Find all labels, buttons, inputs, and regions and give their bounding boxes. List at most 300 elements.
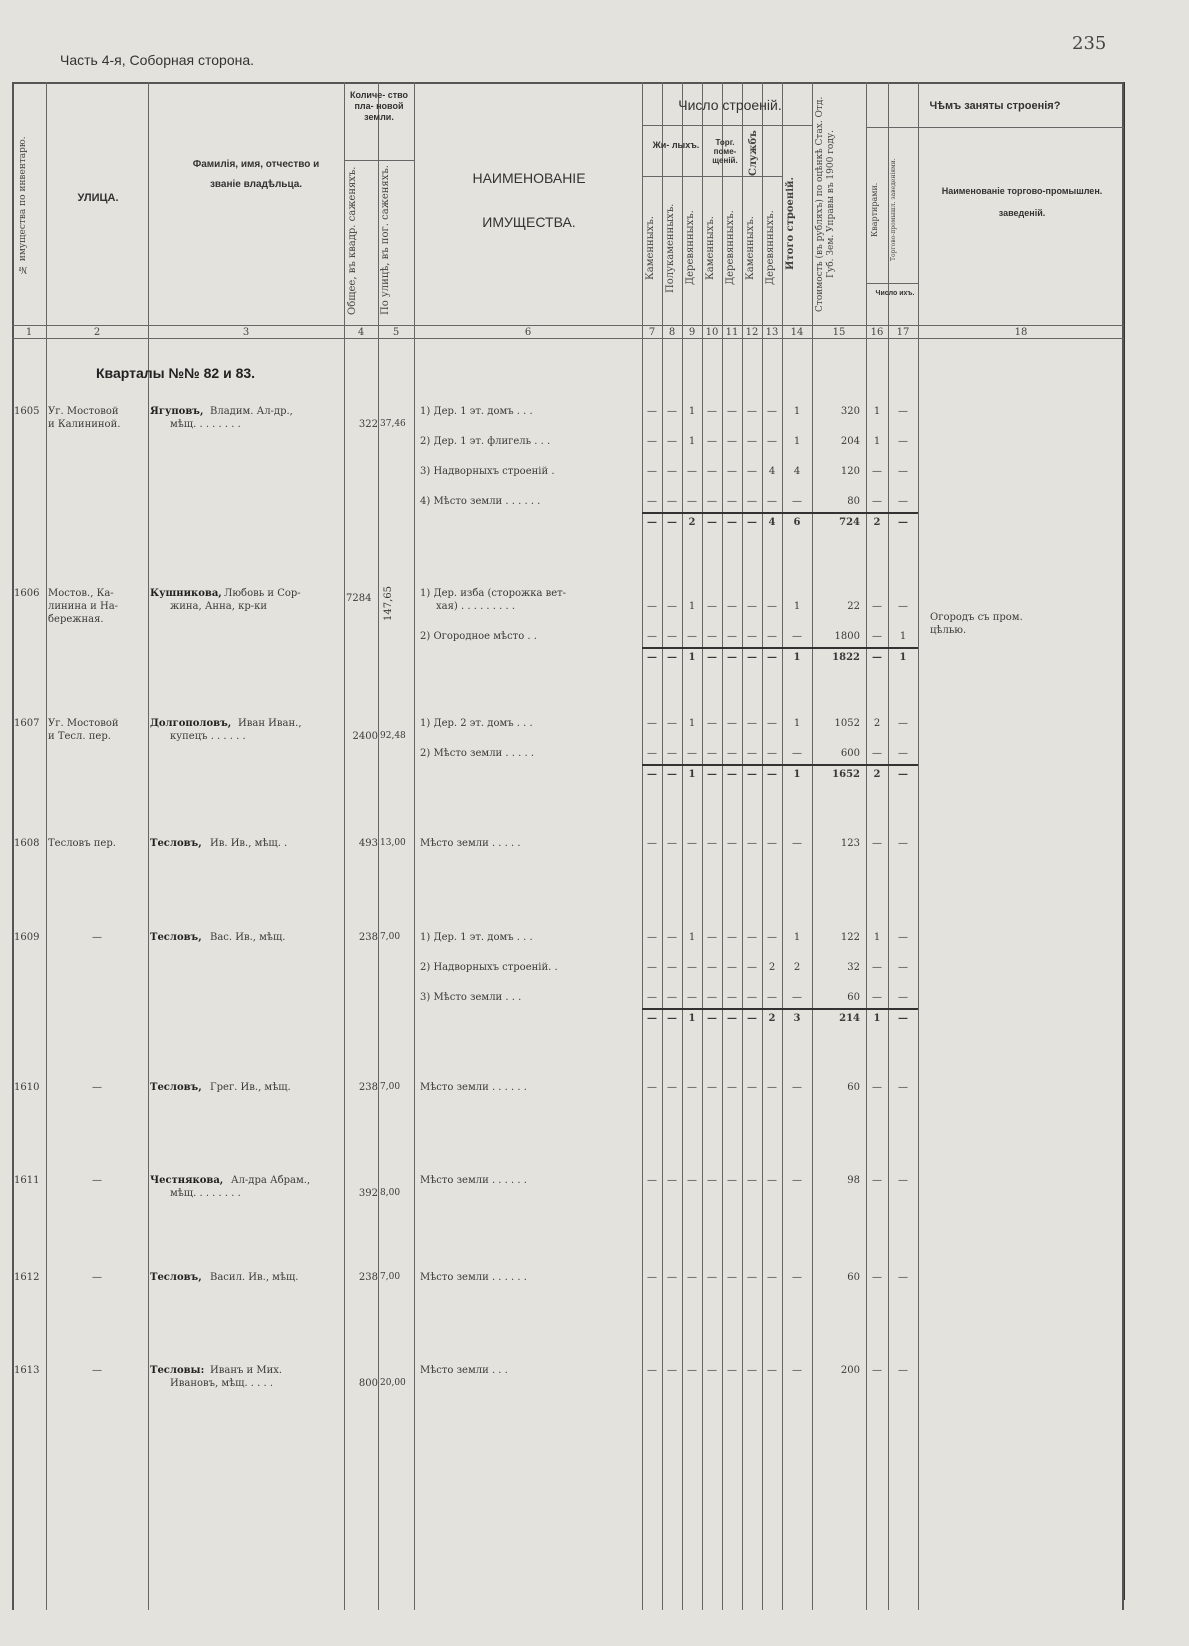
property-item-col-17: — — [898, 601, 908, 612]
property-item-col-12: — — [747, 962, 757, 973]
property-item-col-9: 1 — [688, 601, 696, 612]
property-item-col-16: — — [872, 466, 882, 477]
record-owner-detail: купецъ . . . . . . — [170, 731, 246, 742]
property-item-col-11: — — [727, 601, 737, 612]
property-item-col-12: — — [747, 406, 757, 417]
header-land-group: Количе- ство пла- новой земли. — [349, 90, 409, 122]
property-item-col-10: — — [707, 962, 717, 973]
property-item-col-16: — — [872, 496, 882, 507]
property-item-col-7: — — [647, 1082, 657, 1093]
property-item-col-9: — — [687, 1175, 697, 1186]
record-owner-detail: Вас. Ив., мѣщ. — [210, 932, 286, 943]
property-item-col-13: 2 — [768, 962, 776, 973]
record-land-street: 13,00 — [380, 838, 406, 848]
record-owner-detail: мѣщ. . . . . . . . — [170, 1188, 241, 1199]
property-item-col-11: — — [727, 1175, 737, 1186]
property-item-col-11: — — [727, 718, 737, 729]
property-item-col-15: 60 — [847, 1272, 860, 1283]
property-item-col-14: 1 — [793, 406, 801, 417]
property-item-col-10: — — [707, 436, 717, 447]
property-item-col-9: — — [687, 1082, 697, 1093]
record-inventory-no: 1606 — [14, 588, 40, 599]
header-buildings-group: Число строеній. — [678, 97, 782, 113]
property-item-col-7: — — [647, 1272, 657, 1283]
property-item-col-17: — — [898, 1272, 908, 1283]
property-item-col-13: — — [767, 1272, 777, 1283]
property-item-col-15: 98 — [847, 1175, 860, 1186]
header-wooden-1: Деревянныхъ. — [685, 210, 696, 286]
record-subtotal-col-7: — — [647, 1013, 657, 1024]
property-item-name: Мѣсто земли . . . . . . — [420, 1082, 527, 1093]
column-number: 13 — [765, 327, 779, 338]
header-occupied-group: Чѣмъ заняты строенія? — [929, 100, 1061, 112]
property-item-col-12: — — [747, 992, 757, 1003]
property-item-col-8: — — [667, 631, 677, 642]
property-item-col-7: — — [647, 406, 657, 417]
record-subtotal-col-16: 2 — [873, 517, 881, 528]
property-item-col-7: — — [647, 932, 657, 943]
property-item-col-7: — — [647, 748, 657, 759]
record-owner-surname: Тесловъ, — [150, 838, 202, 849]
grid-vline — [378, 82, 379, 1610]
header-stone: Каменныхъ. — [645, 216, 656, 280]
buildings-group-divider — [642, 125, 812, 126]
property-item-name: 2) Дер. 1 эт. флигель . . . — [420, 436, 551, 447]
property-item-col-8: — — [667, 748, 677, 759]
record-land-street: 147,65 — [383, 586, 394, 621]
record-subtotal-col-13: — — [767, 769, 777, 780]
record-inventory-no: 1610 — [14, 1082, 40, 1093]
record-street: — — [92, 1082, 102, 1093]
property-item-col-14: 1 — [793, 932, 801, 943]
occupied-group-divider — [866, 127, 1124, 128]
property-item-col-13: — — [767, 748, 777, 759]
record-subtotal-col-10: — — [707, 769, 717, 780]
property-item-col-12: — — [747, 466, 757, 477]
property-item-col-11: — — [727, 1082, 737, 1093]
property-item-col-7: — — [647, 1175, 657, 1186]
record-street: Тесловъ пер. — [48, 838, 116, 849]
property-item-col-17: — — [898, 838, 908, 849]
property-item-col-17: 1 — [899, 631, 907, 642]
property-item-name: 1) Дер. 1 эт. домъ . . . — [420, 406, 533, 417]
header-apartments: Квартирами. — [870, 182, 879, 238]
property-item-col-11: — — [727, 466, 737, 477]
record-owner-detail: Ал-дра Абрам., — [231, 1175, 311, 1186]
property-item-col-10: — — [707, 838, 717, 849]
record-owner-surname: Долгополовъ, — [150, 718, 232, 729]
property-item-col-16: 1 — [873, 406, 881, 417]
property-item-col-10: — — [707, 1365, 717, 1376]
property-item-name: Мѣсто земли . . . . . . — [420, 1175, 527, 1186]
header-property-2: ИМУЩЕСТВА. — [482, 214, 576, 230]
property-item-name: 1) Дер. 2 эт. домъ . . . — [420, 718, 533, 729]
column-number: 6 — [524, 327, 532, 338]
property-item-name: 1) Дер. изба (сторожка вет- — [420, 588, 567, 599]
header-total-buildings: Итого строеній. — [785, 177, 796, 271]
record-owner-detail: Грег. Ив., мѣщ. — [210, 1082, 291, 1093]
record-owner-surname: Тесловы: — [150, 1365, 205, 1376]
column-number: 15 — [832, 327, 846, 338]
record-owner-detail: Ивановъ, мѣщ. . . . . — [170, 1378, 274, 1389]
column-number: 12 — [745, 327, 759, 338]
column-number: 10 — [705, 327, 719, 338]
property-item-col-8: — — [667, 436, 677, 447]
property-item-col-15: 123 — [840, 838, 860, 849]
property-item-col-16: — — [872, 1365, 882, 1376]
property-item-col-12: — — [747, 601, 757, 612]
record-inventory-no: 1608 — [14, 838, 40, 849]
property-item-col-7: — — [647, 1365, 657, 1376]
grid-vline — [918, 82, 919, 1610]
header-bottom-rule — [12, 325, 1124, 326]
record-street: — — [92, 1365, 102, 1376]
column-number: 18 — [1014, 327, 1028, 338]
property-item-col-13: — — [767, 406, 777, 417]
record-subtotal-col-7: — — [647, 769, 657, 780]
record-land-street: 7,00 — [380, 932, 401, 942]
property-item-col-17: — — [898, 1365, 908, 1376]
record-subtotal-col-8: — — [667, 652, 677, 663]
record-subtotal-col-13: — — [767, 652, 777, 663]
property-item-col-13: — — [767, 838, 777, 849]
record-subtotal-col-10: — — [707, 1013, 717, 1024]
property-item-col-14: 1 — [793, 601, 801, 612]
property-item-col-11: — — [727, 838, 737, 849]
record-land-total: 238 — [358, 1082, 378, 1093]
property-item-col-8: — — [667, 992, 677, 1003]
property-item-col-11: — — [727, 748, 737, 759]
record-subtotal-rule — [642, 647, 918, 649]
header-value: Стоимость (въ рубляхъ) по оцѣнкѣ Стах. Отд. Губ. Зем. Управы въ 1900 году. — [815, 96, 836, 312]
property-item-col-16: 2 — [873, 718, 881, 729]
record-land-total: 7284 — [346, 593, 372, 604]
record-owner-detail: жина, Анна, кр-ки — [170, 601, 268, 612]
property-item-col-7: — — [647, 496, 657, 507]
header-inventory-no: № имущества по инвентарю. — [18, 136, 28, 274]
record-subtotal-col-14: 6 — [793, 517, 801, 528]
property-item-col-12: — — [747, 436, 757, 447]
property-item-col-16: — — [872, 1175, 882, 1186]
column-number-rule — [12, 338, 1124, 339]
property-item-col-7: — — [647, 601, 657, 612]
property-item-col-12: — — [747, 748, 757, 759]
property-item-col-14: — — [792, 496, 802, 507]
record-land-total: 800 — [358, 1378, 378, 1389]
record-inventory-no: 1611 — [14, 1175, 40, 1186]
record-land-street: 37,46 — [380, 419, 406, 429]
property-item-col-13: 4 — [768, 466, 776, 477]
property-item-col-14: — — [792, 1082, 802, 1093]
record-subtotal-col-16: 2 — [873, 769, 881, 780]
property-item-col-10: — — [707, 1175, 717, 1186]
property-item-col-16: — — [872, 1082, 882, 1093]
property-item-col-17: — — [898, 962, 908, 973]
property-item-col-13: — — [767, 601, 777, 612]
record-subtotal-col-15: 1652 — [832, 769, 860, 780]
record-subtotal-col-8: — — [667, 769, 677, 780]
property-item-col-17: — — [898, 932, 908, 943]
record-subtotal-col-17: — — [898, 517, 908, 528]
record-inventory-no: 1613 — [14, 1365, 40, 1376]
column-number: 3 — [242, 327, 250, 338]
property-item-col-16: — — [872, 1272, 882, 1283]
property-item-col-9: — — [687, 962, 697, 973]
property-item-col-14: — — [792, 631, 802, 642]
land-group-divider — [344, 160, 414, 161]
record-subtotal-col-9: 2 — [688, 517, 696, 528]
record-owner-detail: мѣщ. . . . . . . . — [170, 419, 241, 430]
header-wooden-2: Деревянныхъ. — [725, 210, 736, 286]
property-item-col-16: — — [872, 838, 882, 849]
property-item-col-7: — — [647, 631, 657, 642]
header-residential: Жи- лыхъ. — [652, 140, 700, 150]
record-street: Уг. Мостовой — [48, 406, 119, 417]
property-item-col-9: 1 — [688, 436, 696, 447]
property-item-col-12: — — [747, 1365, 757, 1376]
property-item-col-10: — — [707, 932, 717, 943]
property-item-col-11: — — [727, 992, 737, 1003]
header-wooden-3: Деревянныхъ. — [765, 210, 776, 286]
record-subtotal-rule — [642, 1008, 918, 1010]
property-item-name: Мѣсто земли . . . . . — [420, 838, 521, 849]
property-item-col-10: — — [707, 496, 717, 507]
record-subtotal-col-9: 1 — [688, 1013, 696, 1024]
property-item-name: Мѣсто земли . . . . . . — [420, 1272, 527, 1283]
record-land-total: 322 — [358, 419, 378, 430]
record-inventory-no: 1609 — [14, 932, 40, 943]
record-subtotal-col-13: 4 — [768, 517, 776, 528]
property-item-col-17: — — [898, 748, 908, 759]
record-street: бережная. — [48, 614, 104, 625]
record-establishment-name: Огородъ съ пром. — [930, 612, 1023, 623]
header-property-1: НАИМЕНОВАНІЕ — [472, 170, 586, 186]
record-owner-detail: Васил. Ив., мѣщ. — [210, 1272, 299, 1283]
property-item-col-16: — — [872, 748, 882, 759]
property-item-col-13: — — [767, 932, 777, 943]
property-item-col-9: 1 — [688, 406, 696, 417]
record-street: и Калининой. — [48, 419, 121, 430]
property-item-col-13: — — [767, 1175, 777, 1186]
property-item-col-14: — — [792, 1175, 802, 1186]
property-item-col-12: — — [747, 1175, 757, 1186]
grid-vline — [414, 82, 415, 1610]
property-item-col-10: — — [707, 406, 717, 417]
property-item-col-9: 1 — [688, 718, 696, 729]
property-item-col-7: — — [647, 838, 657, 849]
record-subtotal-col-12: — — [747, 652, 757, 663]
property-item-col-15: 200 — [840, 1365, 860, 1376]
column-number: 14 — [790, 327, 804, 338]
record-subtotal-rule — [642, 512, 918, 514]
property-item-name: 3) Надворныхъ строеній . — [420, 466, 555, 477]
record-owner-surname: Тесловъ, — [150, 932, 202, 943]
property-item-col-7: — — [647, 436, 657, 447]
record-land-street: 8,00 — [380, 1188, 401, 1198]
property-item-col-13: — — [767, 992, 777, 1003]
property-item-col-8: — — [667, 718, 677, 729]
header-stone-2: Каменныхъ. — [705, 216, 716, 280]
header-owner: Фамилія, имя, отчество и званіе владѣльца. — [192, 159, 320, 190]
property-item-name: 2) Огородное мѣсто . . — [420, 631, 537, 642]
record-street: — — [92, 1175, 102, 1186]
column-number: 9 — [688, 327, 696, 338]
property-item-col-16: — — [872, 631, 882, 642]
property-item-col-16: — — [872, 962, 882, 973]
record-street: и Тесл. пер. — [48, 731, 111, 742]
property-item-name: 3) Мѣсто земли . . . — [420, 992, 522, 1003]
record-subtotal-col-10: — — [707, 652, 717, 663]
column-number: 8 — [668, 327, 676, 338]
property-item-col-9: — — [687, 838, 697, 849]
property-item-col-8: — — [667, 1082, 677, 1093]
page-number: 235 — [1072, 33, 1107, 54]
record-subtotal-col-17: — — [898, 1013, 908, 1024]
record-owner-detail: Иван Иван., — [238, 718, 302, 729]
property-item-col-15: 1052 — [834, 718, 860, 729]
property-item-col-8: — — [667, 1365, 677, 1376]
property-item-col-7: — — [647, 992, 657, 1003]
record-owner-surname: Ягуповъ, — [150, 406, 204, 417]
property-item-col-17: — — [898, 992, 908, 1003]
record-owner-detail: Иванъ и Мих. — [210, 1365, 283, 1376]
record-subtotal-col-15: 1822 — [832, 652, 860, 663]
record-subtotal-col-14: 1 — [793, 769, 801, 780]
record-subtotal-col-13: 2 — [768, 1013, 776, 1024]
property-item-col-16: — — [872, 992, 882, 1003]
property-item-col-13: — — [767, 718, 777, 729]
record-land-total: 238 — [358, 932, 378, 943]
property-item-col-12: — — [747, 496, 757, 507]
property-item-col-14: — — [792, 1272, 802, 1283]
record-subtotal-col-7: — — [647, 517, 657, 528]
record-owner-surname: Тесловъ, — [150, 1082, 202, 1093]
property-item-col-10: — — [707, 1082, 717, 1093]
record-subtotal-col-12: — — [747, 517, 757, 528]
property-item-col-8: — — [667, 932, 677, 943]
property-item-col-14: — — [792, 1365, 802, 1376]
property-item-col-17: — — [898, 1175, 908, 1186]
record-subtotal-col-12: — — [747, 1013, 757, 1024]
record-subtotal-col-16: 1 — [873, 1013, 881, 1024]
record-subtotal-col-17: 1 — [899, 652, 907, 663]
property-item-col-17: — — [898, 466, 908, 477]
header-count: Число ихъ. — [875, 290, 915, 297]
property-item-col-14: 1 — [793, 436, 801, 447]
record-subtotal-col-12: — — [747, 769, 757, 780]
column-number: 2 — [93, 327, 101, 338]
property-item-col-16: 1 — [873, 932, 881, 943]
property-item-col-10: — — [707, 1272, 717, 1283]
grid-right-border — [1124, 82, 1125, 1600]
record-subtotal-col-9: 1 — [688, 652, 696, 663]
property-item-name: 1) Дер. 1 эт. домъ . . . — [420, 932, 533, 943]
record-land-street: 7,00 — [380, 1082, 401, 1092]
property-item-name: Мѣсто земли . . . — [420, 1365, 508, 1376]
property-item-col-14: — — [792, 838, 802, 849]
property-item-col-9: — — [687, 496, 697, 507]
property-item-col-8: — — [667, 496, 677, 507]
property-item-col-9: — — [687, 992, 697, 1003]
property-item-col-8: — — [667, 1272, 677, 1283]
record-subtotal-col-11: — — [727, 1013, 737, 1024]
property-item-col-13: — — [767, 631, 777, 642]
column-number: 7 — [648, 327, 656, 338]
header-half-stone: Полукаменныхъ. — [665, 203, 676, 293]
record-subtotal-col-17: — — [898, 769, 908, 780]
property-item-col-16: — — [872, 601, 882, 612]
record-owner-detail: Ив. Ив., мѣщ. . — [210, 838, 288, 849]
record-subtotal-col-15: 724 — [839, 517, 860, 528]
grid-vline — [46, 82, 47, 1610]
property-item-name-cont: хая) . . . . . . . . . — [436, 601, 516, 612]
property-item-col-15: 122 — [840, 932, 860, 943]
header-street: УЛИЦА. — [77, 192, 119, 204]
record-street: Уг. Мостовой — [48, 718, 119, 729]
property-item-col-13: — — [767, 1082, 777, 1093]
record-subtotal-col-11: — — [727, 652, 737, 663]
property-item-col-17: — — [898, 406, 908, 417]
column-number: 5 — [392, 327, 400, 338]
count-divider — [866, 283, 918, 284]
property-item-name: 2) Мѣсто земли . . . . . — [420, 748, 534, 759]
header-land-street: По улицѣ, въ пог. саженяхъ. — [380, 165, 391, 315]
record-owner-detail: Любовь и Сор- — [224, 588, 301, 599]
property-item-col-10: — — [707, 992, 717, 1003]
record-subtotal-col-10: — — [707, 517, 717, 528]
property-item-col-14: 2 — [793, 962, 801, 973]
property-item-col-15: 22 — [847, 601, 860, 612]
page-header-title: Часть 4-я, Соборная сторона. — [60, 52, 255, 68]
property-item-col-10: — — [707, 718, 717, 729]
grid-vline — [344, 82, 345, 1610]
property-item-col-17: — — [898, 436, 908, 447]
header-services: Службъ — [748, 130, 759, 176]
property-item-col-8: — — [667, 406, 677, 417]
property-item-col-9: — — [687, 631, 697, 642]
property-item-col-17: — — [898, 1082, 908, 1093]
property-item-name: 4) Мѣсто земли . . . . . . — [420, 496, 541, 507]
record-land-street: 20,00 — [380, 1378, 406, 1388]
property-item-col-15: 60 — [847, 992, 860, 1003]
property-item-col-16: 1 — [873, 436, 881, 447]
property-item-col-10: — — [707, 466, 717, 477]
quarter-title: Кварталы №№ 82 и 83. — [96, 365, 256, 381]
property-item-col-8: — — [667, 601, 677, 612]
property-item-col-15: 32 — [847, 962, 860, 973]
record-land-total: 238 — [358, 1272, 378, 1283]
property-item-col-11: — — [727, 496, 737, 507]
property-item-col-12: — — [747, 932, 757, 943]
property-item-col-14: 4 — [793, 466, 801, 477]
grid-vline — [148, 82, 149, 1610]
property-item-col-8: — — [667, 1175, 677, 1186]
property-item-col-8: — — [667, 838, 677, 849]
property-item-col-7: — — [647, 466, 657, 477]
column-number: 4 — [357, 327, 365, 338]
property-item-col-9: — — [687, 466, 697, 477]
record-subtotal-col-9: 1 — [688, 769, 696, 780]
record-subtotal-col-16: — — [872, 652, 882, 663]
property-item-col-11: — — [727, 436, 737, 447]
record-subtotal-col-15: 214 — [839, 1013, 860, 1024]
property-item-col-9: — — [687, 1272, 697, 1283]
record-inventory-no: 1605 — [14, 406, 40, 417]
property-item-col-15: 80 — [847, 496, 860, 507]
record-street: Мостов., Ка- — [48, 588, 114, 599]
property-item-col-12: — — [747, 1272, 757, 1283]
buildings-subgroup-divider — [642, 176, 782, 177]
